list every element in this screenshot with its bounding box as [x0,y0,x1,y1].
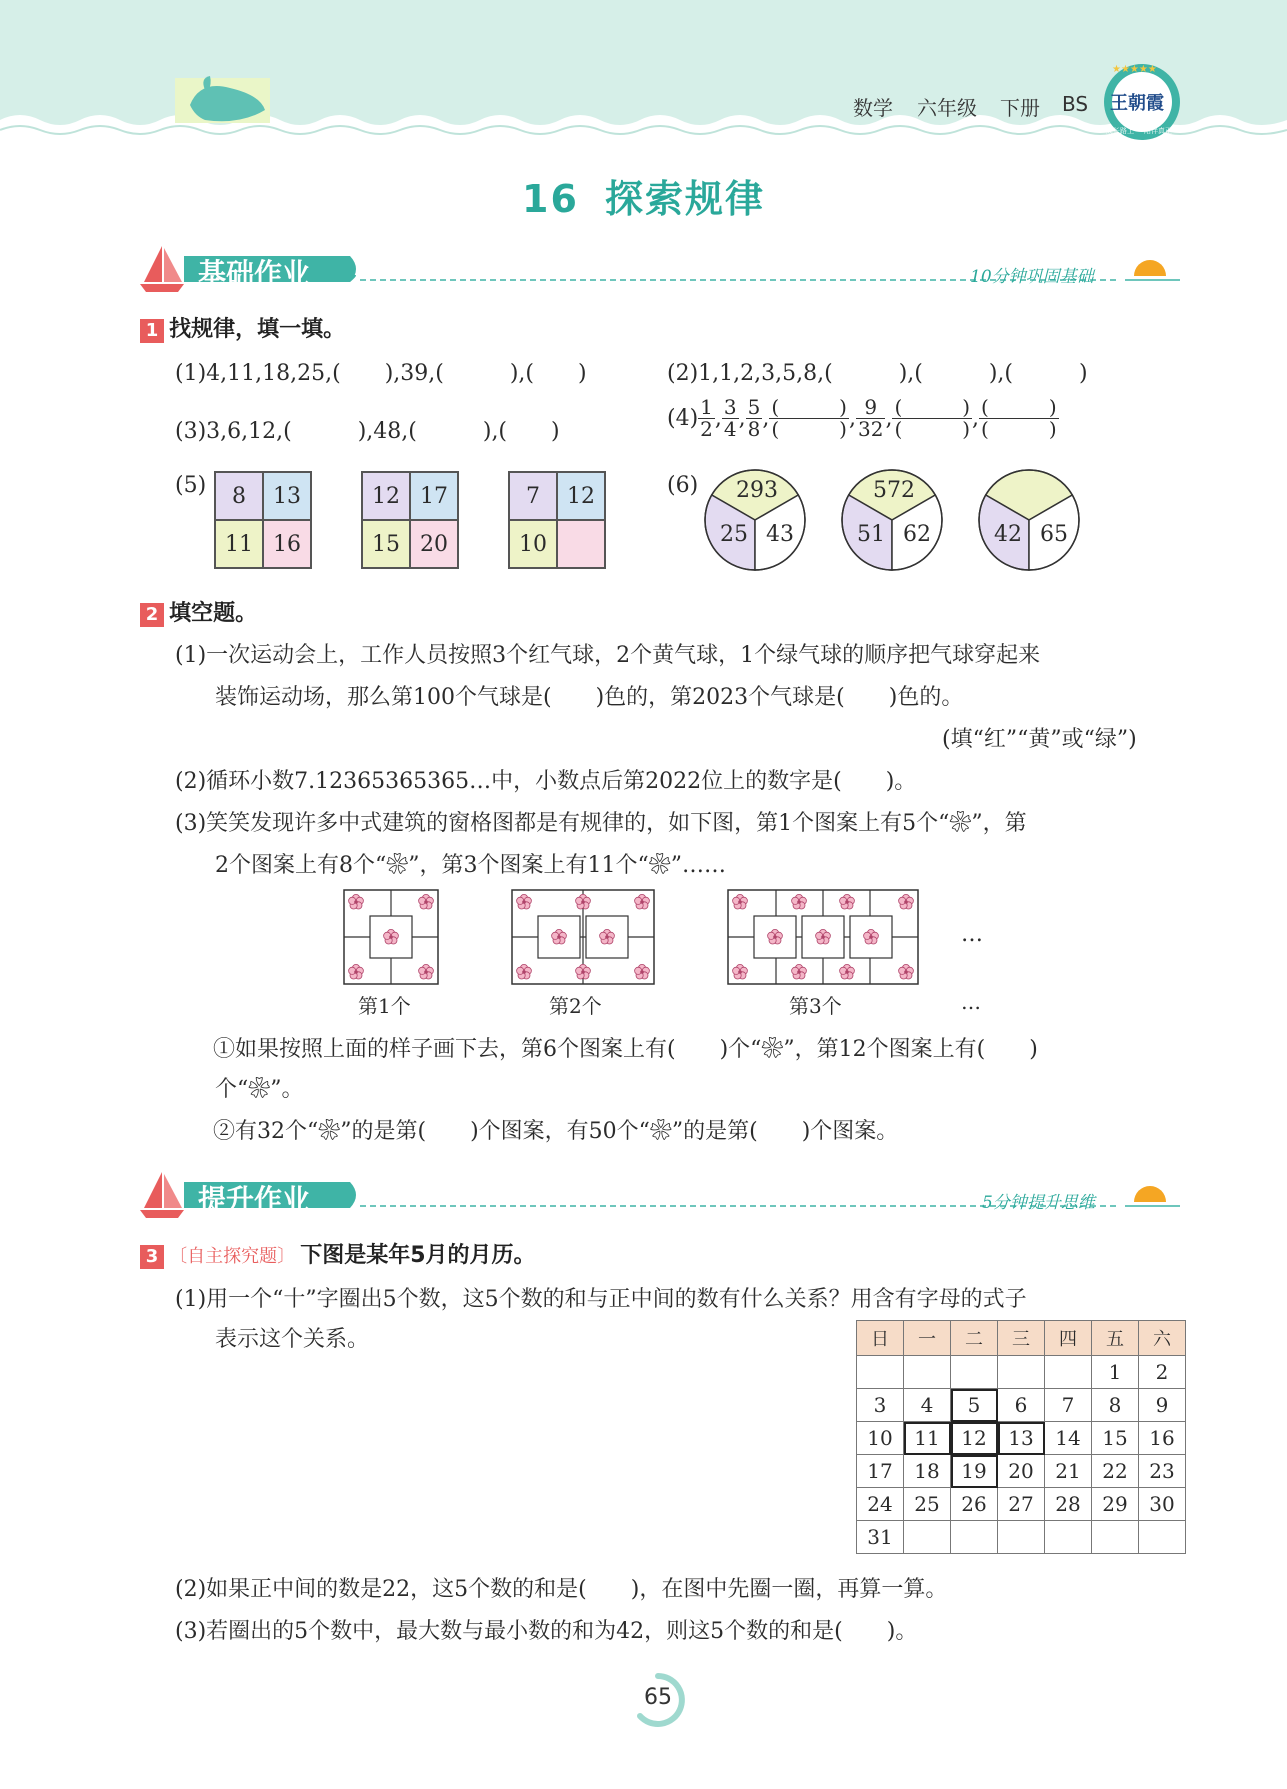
number-grid-3 [508,471,606,569]
calendar-cell [998,1356,1045,1389]
q2-part1-line2: 装饰运动场，那么第100个气球是( )色的，第2023个气球是( )色的。 [215,685,964,710]
weekday-wed: 三 [998,1321,1045,1356]
frac-4-blank: $\frac{( )}{( )}$ [771,395,847,441]
calendar-cell-circled: 11 [904,1422,951,1455]
grid-cell: 16 [263,520,311,568]
q2-part2: (2)循环小数7.12365365365…中，小数点后第2022位上的数字是( )。 [175,769,917,794]
header-grade: 六年级 [917,96,977,120]
calendar-cell [904,1521,951,1554]
q3-part2: (2)如果正中间的数是22，这5个数的和是( )，在图中先圈一圈，再算一算。 [175,1577,948,1602]
calendar-cell: 24 [857,1488,904,1521]
circle-3 [979,470,1079,570]
calendar-cell [951,1521,998,1554]
calendar-cell: 27 [998,1488,1045,1521]
q2-part1-line1: (1)一次运动会上，工作人员按照3个红气球，2个黄气球，1个绿气球的顺序把气球穿起来 [175,643,1041,668]
calendar-cell: 23 [1139,1455,1186,1488]
calendar-cell-circled: 13 [998,1422,1045,1455]
q1-part1: (1)4,11,18,25,( ),39,( ),( ) [175,361,587,386]
number-grid-2 [361,471,459,569]
frac-2: $\frac{3}{4}$ [723,395,737,441]
calendar-cell [904,1356,951,1389]
calendar-cell: 30 [1139,1488,1186,1521]
calendar-cell: 29 [1092,1488,1139,1521]
page-title [0,168,1287,223]
q1-title: 找规律，填一填。 [169,317,346,342]
section-banner-basic [140,242,1180,294]
header-volume: 下册 [1000,96,1040,120]
q1-part5-label: (5) [175,473,207,498]
circle-2-right: 62 [903,522,931,547]
q1-header [140,312,345,343]
q2-sub1-line2: 个“❀”。 [215,1077,304,1102]
brand-sub-left: 成长路上 [1106,127,1134,135]
brand-logo [1100,60,1184,144]
circle-3-left: 42 [994,522,1022,547]
calendar-cell: 3 [857,1389,904,1422]
frac-7-blank: $\frac{( )}{( )}$ [981,395,1057,441]
fig-label-3: 第3个 [789,994,842,1018]
section-advanced-time: 5分钟提升思维 [982,1193,1095,1213]
q2-part3-line2: 2个图案上有8个“❀”，第3个图案上有11个“❀”…… [215,853,726,878]
q1-part6-label: (6) [667,473,699,498]
calendar-cell: 22 [1092,1455,1139,1488]
figures-ellipsis: … [961,922,983,947]
calendar-cell: 8 [1092,1389,1139,1422]
grid-cell: 12 [557,472,605,520]
calendar-cell: 31 [857,1521,904,1554]
header-edition: BS [1062,92,1089,116]
lattice-figure-2 [512,890,654,984]
calendar-cell [1092,1521,1139,1554]
calendar-cell: 25 [904,1488,951,1521]
grid-cell: 20 [410,520,458,568]
weekday-thu: 四 [1045,1321,1092,1356]
grid-cell: 8 [215,472,263,520]
calendar-cell: 18 [904,1455,951,1488]
q3-header [140,1238,536,1269]
weekday-mon: 一 [904,1321,951,1356]
q2-sub1-line1: ①如果按照上面的样子画下去，第6个图案上有( )个“❀”，第12个图案上有( ) [213,1037,1038,1062]
fig-label-ellipsis: … [961,990,981,1014]
frac-1: $\frac{1}{2}$ [700,395,713,441]
q3-part3: (3)若圈出的5个数中，最大数与最小数的和为42，则这5个数的和是( )。 [175,1619,918,1644]
calendar-cell: 10 [857,1422,904,1455]
calendar-cell: 21 [1045,1455,1092,1488]
weekday-sat: 六 [1139,1321,1186,1356]
calendar-cell: 26 [951,1488,998,1521]
number-grid-1 [214,471,312,569]
calendar-cell: 6 [998,1389,1045,1422]
calendar-cell: 9 [1139,1389,1186,1422]
frac-3: $\frac{5}{8}$ [747,395,761,441]
calendar-cell-circled: 5 [951,1389,998,1422]
weekday-tue: 二 [951,1321,998,1356]
frac-5: $\frac{9}{32}$ [857,395,884,441]
frac-6-blank: $\frac{( )}{( )}$ [894,395,971,441]
grid-cell: 11 [215,520,263,568]
q2-sub2: ②有32个“❀”的是第( )个图案，有50个“❀”的是第( )个图案。 [213,1119,899,1144]
fig-label-2: 第2个 [549,994,602,1018]
section-banner-advanced [140,1168,1180,1220]
section-advanced-label: 提升作业 [198,1183,311,1216]
calendar-cell-circled: 19 [951,1455,998,1488]
calendar-cell: 2 [1139,1356,1186,1389]
grid-cell: 10 [509,520,557,568]
calendar-cell: 16 [1139,1422,1186,1455]
q1-part4: (4) $\frac{1}{2}$ , $\frac{3}{4}$ , $\frac{5}{8}$ , $\frac{( )}{( )}$ , $\frac{9}{32}$ , $\frac{( )}{( )}$ , $\frac{( )}{( )}$ [667,395,1057,441]
header-band [0,0,1287,150]
grid-cell: 13 [263,472,311,520]
page-number: 65 [644,1685,672,1710]
q3-title: 下图是某年5月的月历。 [300,1243,536,1268]
q1-part2: (2)1,1,2,3,5,8,( ),( ),( ) [667,361,1088,386]
calendar-cell: 1 [1092,1356,1139,1389]
grid-cell: 12 [362,472,410,520]
may-calendar [856,1320,1186,1554]
calendar-cell [998,1521,1045,1554]
lattice-figure-1 [344,890,438,984]
circle-1-left: 25 [720,522,748,547]
calendar-cell-circled: 12 [951,1422,998,1455]
q3-number: 3 [140,1245,164,1269]
grid-cell [557,520,605,568]
title-text: 探索规律 [604,177,765,221]
fig-label-1: 第1个 [358,994,411,1018]
svg-text:★★★★★: ★★★★★ [1112,64,1157,75]
lattice-figures [340,888,980,988]
brand-sub-right: 陪伴真正 [1144,127,1172,135]
q1-part3: (3)3,6,12,( ),48,( ),( ) [175,419,560,444]
lattice-figure-3 [728,890,918,984]
calendar-cell [951,1356,998,1389]
circle-2-top: 572 [873,478,915,503]
q3-part1-line1: (1)用一个“十”字圈出5个数，这5个数的和与正中间的数有什么关系？用含有字母的式子 [175,1287,1027,1312]
q2-part1-hint: (填“红”“黄”或“绿”) [942,727,1137,752]
circle-1-top: 293 [736,478,778,503]
calendar-cell: 15 [1092,1422,1139,1455]
calendar-cell: 7 [1045,1389,1092,1422]
q2-title: 填空题。 [169,601,258,626]
q1-number: 1 [140,319,164,343]
q2-part3-line1: (3)笑笑发现许多中式建筑的窗格图都是有规律的，如下图，第1个图案上有5个“❀”，第 [175,811,1027,836]
circle-1-right: 43 [766,522,794,547]
brand-name: 王朝霞 [1110,93,1164,114]
section-basic-label: 基础作业 [198,257,311,290]
circle-2-left: 51 [857,522,885,547]
title-number: 16 [522,177,579,221]
calendar-cell [857,1356,904,1389]
header-subject: 数学 [853,96,893,120]
calendar-cell: 17 [857,1455,904,1488]
section-basic-time: 10分钟巩固基础 [970,267,1094,287]
calendar-cell [1045,1356,1092,1389]
calendar-cell: 4 [904,1389,951,1422]
q3-part1-line2: 表示这个关系。 [215,1327,370,1352]
q1-part4-label: (4) [667,406,699,431]
grid-cell: 7 [509,472,557,520]
calendar-cell [1139,1521,1186,1554]
calendar-cell: 14 [1045,1422,1092,1455]
circle-3-right: 65 [1040,522,1068,547]
weekday-sun: 日 [857,1321,904,1356]
weekday-fri: 五 [1092,1321,1139,1356]
q2-number: 2 [140,603,164,627]
calendar-cell: 20 [998,1455,1045,1488]
grid-cell: 15 [362,520,410,568]
grid-cell: 17 [410,472,458,520]
q2-header [140,596,257,627]
q3-tag: 〔自主探究题〕 [169,1246,296,1267]
calendar-cell [1045,1521,1092,1554]
calendar-cell: 28 [1045,1488,1092,1521]
